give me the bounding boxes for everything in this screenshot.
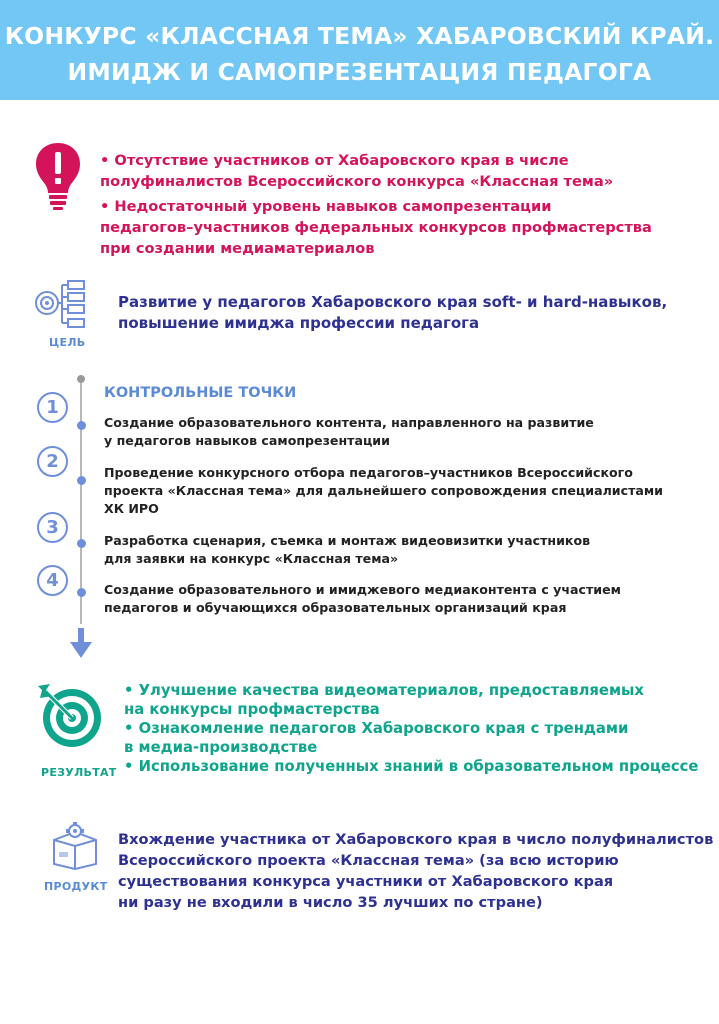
product-label: ПРОДУКТ	[44, 880, 108, 893]
checkpoint-2-line-2: проекта «Классная тема» для дальнейшего сопровождения специалистами	[104, 483, 664, 498]
checkpoint-3-line-2: для заявки на конкурс «Классная тема»	[104, 551, 399, 566]
checkpoint-1-line-1: Создание образовательного контента, направленного на развитие	[104, 415, 594, 430]
target-arrow-icon	[36, 680, 106, 750]
timeline-start-dot	[77, 375, 85, 383]
goal-text	[118, 292, 667, 334]
product-line-4: ни разу не входили в число 35 лучших по стране)	[118, 894, 543, 911]
checkpoint-2-line-3: ХК ИРО	[104, 501, 159, 516]
page-title-line-1: КОНКУРС «КЛАССНАЯ ТЕМА» ХАБАРОВСКИЙ КРАЙ.	[4, 22, 715, 50]
checkpoint-2-line-1: Проведение конкурсного отбора педагогов–участников Всероссийского	[104, 465, 633, 480]
checkpoint-4-line-1: Создание образовательного и имиджевого медиаконтента с участием	[104, 582, 621, 597]
problem-1-line-1: • Отсутствие участников от Хабаровского края в числе	[100, 152, 569, 169]
checkpoint-1-line-2: у педагогов навыков самопрезентации	[104, 433, 390, 448]
goal-label: ЦЕЛЬ	[49, 336, 86, 349]
checkpoints-title: КОНТРОЛЬНЫЕ ТОЧКИ	[104, 385, 297, 401]
problem-2-line-1: • Недостаточный уровень навыков самопрезентации	[100, 198, 552, 215]
result-text	[124, 681, 698, 776]
goal-line-1: Развитие у педагогов Хабаровского края soft- и hard-навыков,	[118, 293, 668, 311]
result-line-1: • Улучшение качества видеоматериалов, предоставляемых	[124, 682, 644, 699]
product-line-1: Вхождение участника от Хабаровского края в число полуфиналистов	[118, 831, 714, 848]
product-line-3: существования конкурса участники от Хабаровского края	[118, 873, 614, 890]
checkpoint-number-4: 4	[37, 565, 68, 596]
result-label: РЕЗУЛЬТАТ	[41, 766, 117, 779]
checkpoint-4-line-2: педагогов и обучающихся образовательных организаций края	[104, 600, 567, 615]
page-title-line-2: ИМИДЖ И САМОПРЕЗЕНТАЦИЯ ПЕДАГОГА	[67, 58, 652, 86]
result-line-4: в медиа-производстве	[124, 739, 318, 756]
header-banner	[0, 0, 719, 100]
result-line-3: • Ознакомление педагогов Хабаровского края с трендами	[124, 720, 629, 737]
checkpoint-number-3: 3	[37, 512, 68, 543]
product-line-2: Всероссийского проекта «Классная тема» (за всю историю	[118, 852, 619, 869]
checkpoint-3-line-1: Разработка сценария, съемка и монтаж видеовизитки участников	[104, 533, 591, 548]
checkpoint-item-4	[104, 581, 621, 617]
checkpoint-item-1	[104, 414, 594, 450]
checkpoint-dot-3	[77, 539, 86, 548]
product-box-gear-icon	[50, 822, 100, 870]
checkpoint-item-2	[104, 464, 663, 518]
problem-2-line-3: при создании медиаматериалов	[100, 240, 375, 257]
problem-1-line-2: полуфиналистов Всероссийского конкурса «Классная тема»	[100, 173, 614, 190]
problem-item-2	[100, 196, 652, 259]
problem-item-1	[100, 150, 613, 192]
checkpoint-number-1: 1	[37, 392, 68, 423]
checkpoint-number-2: 2	[37, 446, 68, 477]
checkpoint-item-3	[104, 532, 590, 568]
product-text	[118, 829, 713, 913]
arrow-down-icon	[70, 628, 92, 658]
problem-2-line-2: педагогов–участников федеральных конкурсов профмастерства	[100, 219, 652, 236]
goal-line-2: повышение имиджа профессии педагога	[118, 314, 480, 332]
checkpoint-dot-1	[77, 421, 86, 430]
checkpoint-dot-4	[77, 588, 86, 597]
result-line-5: • Использование полученных знаний в образовательном процессе	[124, 758, 699, 775]
result-line-2: на конкурсы профмастерства	[124, 701, 380, 718]
lightbulb-exclamation-icon	[34, 141, 82, 213]
target-flowchart-icon	[34, 279, 88, 329]
checkpoint-dot-2	[77, 476, 86, 485]
